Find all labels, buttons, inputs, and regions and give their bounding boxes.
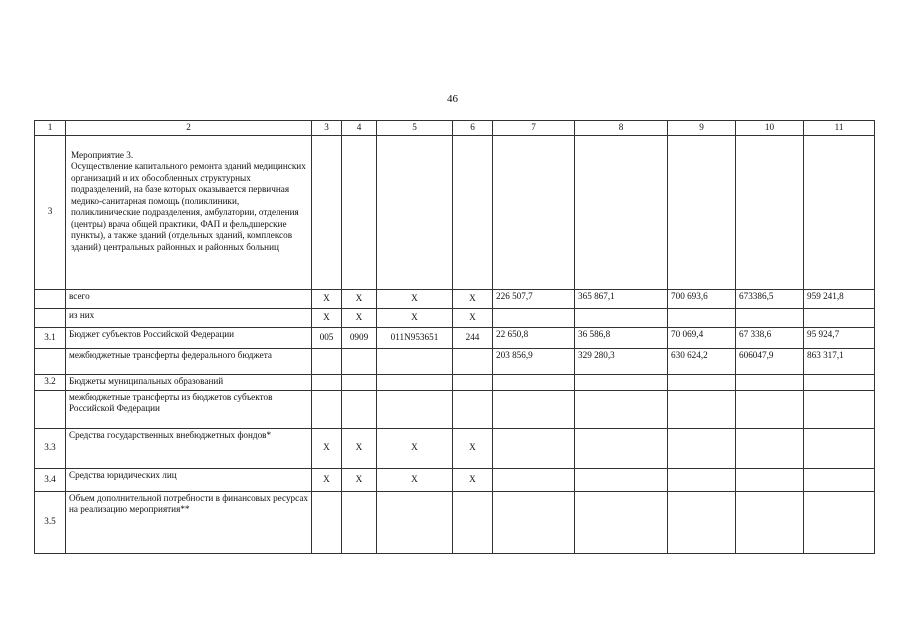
code-cell bbox=[342, 135, 377, 289]
header-cell: 3 bbox=[312, 121, 342, 136]
code-cell bbox=[453, 374, 493, 390]
description-cell: Объем дополнительной потребности в финансовых ресурсах на реализацию мероприятия** bbox=[66, 491, 312, 553]
code-cell: 011N953651 bbox=[377, 327, 453, 348]
value-cell bbox=[804, 491, 875, 553]
code-cell: Х bbox=[342, 428, 377, 468]
description-cell: из них bbox=[66, 308, 312, 327]
value-cell bbox=[575, 390, 668, 428]
value-cell bbox=[493, 374, 575, 390]
value-cell bbox=[804, 308, 875, 327]
code-cell: Х bbox=[453, 428, 493, 468]
value-cell bbox=[493, 428, 575, 468]
code-cell bbox=[312, 374, 342, 390]
code-cell: Х bbox=[453, 308, 493, 327]
value-cell: 22 650,8 bbox=[493, 327, 575, 348]
code-cell bbox=[312, 491, 342, 553]
code-cell: Х bbox=[342, 308, 377, 327]
code-cell bbox=[377, 135, 453, 289]
header-cell: 5 bbox=[377, 121, 453, 136]
value-cell bbox=[493, 491, 575, 553]
value-cell bbox=[804, 374, 875, 390]
code-cell bbox=[453, 348, 493, 374]
row-number-cell: 3.1 bbox=[35, 327, 66, 348]
description-cell: Бюджеты муниципальных образований bbox=[66, 374, 312, 390]
code-cell bbox=[377, 491, 453, 553]
table-row bbox=[35, 390, 875, 428]
code-cell: Х bbox=[312, 308, 342, 327]
header-row bbox=[35, 121, 875, 136]
table-row bbox=[35, 468, 875, 491]
value-cell bbox=[736, 468, 804, 491]
table-row bbox=[35, 308, 875, 327]
code-cell: Х bbox=[312, 468, 342, 491]
value-cell bbox=[493, 135, 575, 289]
value-cell bbox=[668, 491, 736, 553]
value-cell bbox=[575, 135, 668, 289]
value-cell bbox=[668, 390, 736, 428]
table-body bbox=[35, 135, 875, 553]
code-cell: Х bbox=[342, 468, 377, 491]
value-cell bbox=[736, 428, 804, 468]
value-cell bbox=[736, 374, 804, 390]
value-cell bbox=[736, 390, 804, 428]
value-cell bbox=[493, 308, 575, 327]
row-number-cell bbox=[35, 390, 66, 428]
row-number-cell: 3.5 bbox=[35, 491, 66, 553]
row-number-cell: 3 bbox=[35, 135, 66, 289]
description-cell: Бюджет субъектов Российской Федерации bbox=[66, 327, 312, 348]
code-cell bbox=[312, 348, 342, 374]
header-cell: 1 bbox=[35, 121, 66, 136]
value-cell bbox=[493, 390, 575, 428]
value-cell: 959 241,8 bbox=[804, 289, 875, 308]
code-cell: 244 bbox=[453, 327, 493, 348]
header-cell: 2 bbox=[66, 121, 312, 136]
code-cell bbox=[453, 135, 493, 289]
header-cell: 10 bbox=[736, 121, 804, 136]
description-cell: Мероприятие 3. Осуществление капитального ремонта зданий медицинских организаций и их обособленных структурных подразделений, на базе которых оказывается первичная медико-санитарная помощь (поликлиники, поликлинические подразделения, амбулатории, отделения (центры) врача общей практики, ФАП и фельдшерские пункты), а также зданий (отдельных зданий, комплексов зданий) центральных районных и районных больниц bbox=[66, 135, 312, 289]
value-cell: 203 856,9 bbox=[493, 348, 575, 374]
value-cell: 630 624,2 bbox=[668, 348, 736, 374]
value-cell: 673386,5 bbox=[736, 289, 804, 308]
budget-table bbox=[34, 120, 875, 554]
description-cell: Средства юридических лиц bbox=[66, 468, 312, 491]
table-row bbox=[35, 428, 875, 468]
description-cell: межбюджетные трансферты из бюджетов субъектов Российской Федерации bbox=[66, 390, 312, 428]
header-cell: 8 bbox=[575, 121, 668, 136]
row-number-cell: 3.4 bbox=[35, 468, 66, 491]
value-cell bbox=[575, 308, 668, 327]
code-cell bbox=[342, 390, 377, 428]
code-cell: Х bbox=[453, 289, 493, 308]
value-cell bbox=[804, 135, 875, 289]
table-row bbox=[35, 327, 875, 348]
table-row bbox=[35, 135, 875, 289]
code-cell bbox=[377, 390, 453, 428]
value-cell bbox=[668, 428, 736, 468]
value-cell bbox=[736, 491, 804, 553]
page-number: 46 bbox=[447, 93, 458, 105]
row-number-cell bbox=[35, 289, 66, 308]
value-cell bbox=[736, 308, 804, 327]
row-number-cell: 3.3 bbox=[35, 428, 66, 468]
value-cell: 226 507,7 bbox=[493, 289, 575, 308]
code-cell bbox=[377, 374, 453, 390]
value-cell: 606047,9 bbox=[736, 348, 804, 374]
value-cell bbox=[736, 135, 804, 289]
code-cell bbox=[342, 348, 377, 374]
table-row bbox=[35, 491, 875, 553]
code-cell: Х bbox=[377, 468, 453, 491]
row-number-cell: 3.2 bbox=[35, 374, 66, 390]
value-cell bbox=[804, 428, 875, 468]
code-cell: Х bbox=[312, 289, 342, 308]
value-cell: 36 586,8 bbox=[575, 327, 668, 348]
code-cell: Х bbox=[312, 428, 342, 468]
code-cell: Х bbox=[377, 428, 453, 468]
value-cell: 95 924,7 bbox=[804, 327, 875, 348]
value-cell bbox=[668, 135, 736, 289]
header-cell: 11 bbox=[804, 121, 875, 136]
code-cell: Х bbox=[377, 308, 453, 327]
value-cell bbox=[668, 374, 736, 390]
value-cell bbox=[575, 491, 668, 553]
value-cell: 70 069,4 bbox=[668, 327, 736, 348]
row-number-cell bbox=[35, 308, 66, 327]
code-cell bbox=[342, 491, 377, 553]
code-cell: Х bbox=[342, 289, 377, 308]
value-cell: 365 867,1 bbox=[575, 289, 668, 308]
description-cell: всего bbox=[66, 289, 312, 308]
value-cell bbox=[668, 308, 736, 327]
value-cell bbox=[575, 468, 668, 491]
code-cell: Х bbox=[377, 289, 453, 308]
value-cell bbox=[804, 390, 875, 428]
header-cell: 6 bbox=[453, 121, 493, 136]
code-cell: Х bbox=[453, 468, 493, 491]
row-number-cell bbox=[35, 348, 66, 374]
code-cell: 0909 bbox=[342, 327, 377, 348]
description-cell: межбюджетные трансферты федерального бюджета bbox=[66, 348, 312, 374]
header-cell: 4 bbox=[342, 121, 377, 136]
code-cell: 005 bbox=[312, 327, 342, 348]
code-cell bbox=[312, 135, 342, 289]
value-cell: 700 693,6 bbox=[668, 289, 736, 308]
header-cell: 9 bbox=[668, 121, 736, 136]
value-cell: 329 280,3 bbox=[575, 348, 668, 374]
table-row bbox=[35, 348, 875, 374]
code-cell bbox=[312, 390, 342, 428]
value-cell bbox=[493, 468, 575, 491]
code-cell bbox=[377, 348, 453, 374]
value-cell bbox=[575, 374, 668, 390]
description-cell: Средства государственных внебюджетных фондов* bbox=[66, 428, 312, 468]
value-cell: 67 338,6 bbox=[736, 327, 804, 348]
header-cell: 7 bbox=[493, 121, 575, 136]
code-cell bbox=[453, 390, 493, 428]
value-cell: 863 317,1 bbox=[804, 348, 875, 374]
value-cell bbox=[575, 428, 668, 468]
value-cell bbox=[804, 468, 875, 491]
table-row bbox=[35, 374, 875, 390]
code-cell bbox=[342, 374, 377, 390]
table-row bbox=[35, 289, 875, 308]
code-cell bbox=[453, 491, 493, 553]
value-cell bbox=[668, 468, 736, 491]
